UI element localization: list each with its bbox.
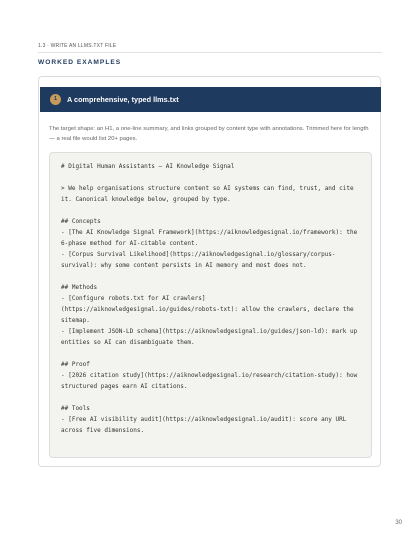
example-title: A comprehensive, typed llms.txt — [67, 95, 179, 104]
code-block — [49, 152, 372, 458]
example-number-badge: 1 — [50, 94, 61, 105]
code-content: # Digital Human Assistants — AI Knowledge Signal > We help organisations structure content so AI systems can find, trust, and cite it. Canonical knowledge below, grouped by type. ## Concepts - [The AI Knowledge Signal Framework](https://aiknowledgesignal.io/framework): the 6-phase method for AI-citable content. - [Corpus Survival Likelihood](https://aiknowledgesignal.io/glossary/corpus-survival): why some content persists in AI memory and most does not. ## Methods - [Configure robots.txt for AI crawlers](https://aiknowledgesignal.io/guides/robots-txt): allow the crawlers, declare the sitemap. - [Implement JSON-LD schema](https://aiknowledgesignal.io/guides/json-ld): mark up entities so AI can disambiguate them. ## Proof - [2026 citation study](https://aiknowledgesignal.io/research/citation-study): how structured pages earn AI citations. ## Tools - [Free AI visibility audit](https://aiknowledgesignal.io/audit): score any URL across five dimensions. — [61, 163, 358, 434]
header-divider — [38, 52, 382, 53]
breadcrumb: 1.3 · WRITE AN LLMS.TXT FILE — [38, 43, 117, 49]
page-number: 30 — [395, 520, 402, 526]
example-card — [38, 76, 381, 467]
section-title: WORKED EXAMPLES — [38, 59, 122, 66]
example-header — [40, 87, 381, 112]
example-description: The target shape: an H1, a one-line summary, and links grouped by content type with annotations. Trimmed here for length — a real file would list 20+ pages. — [49, 126, 369, 142]
